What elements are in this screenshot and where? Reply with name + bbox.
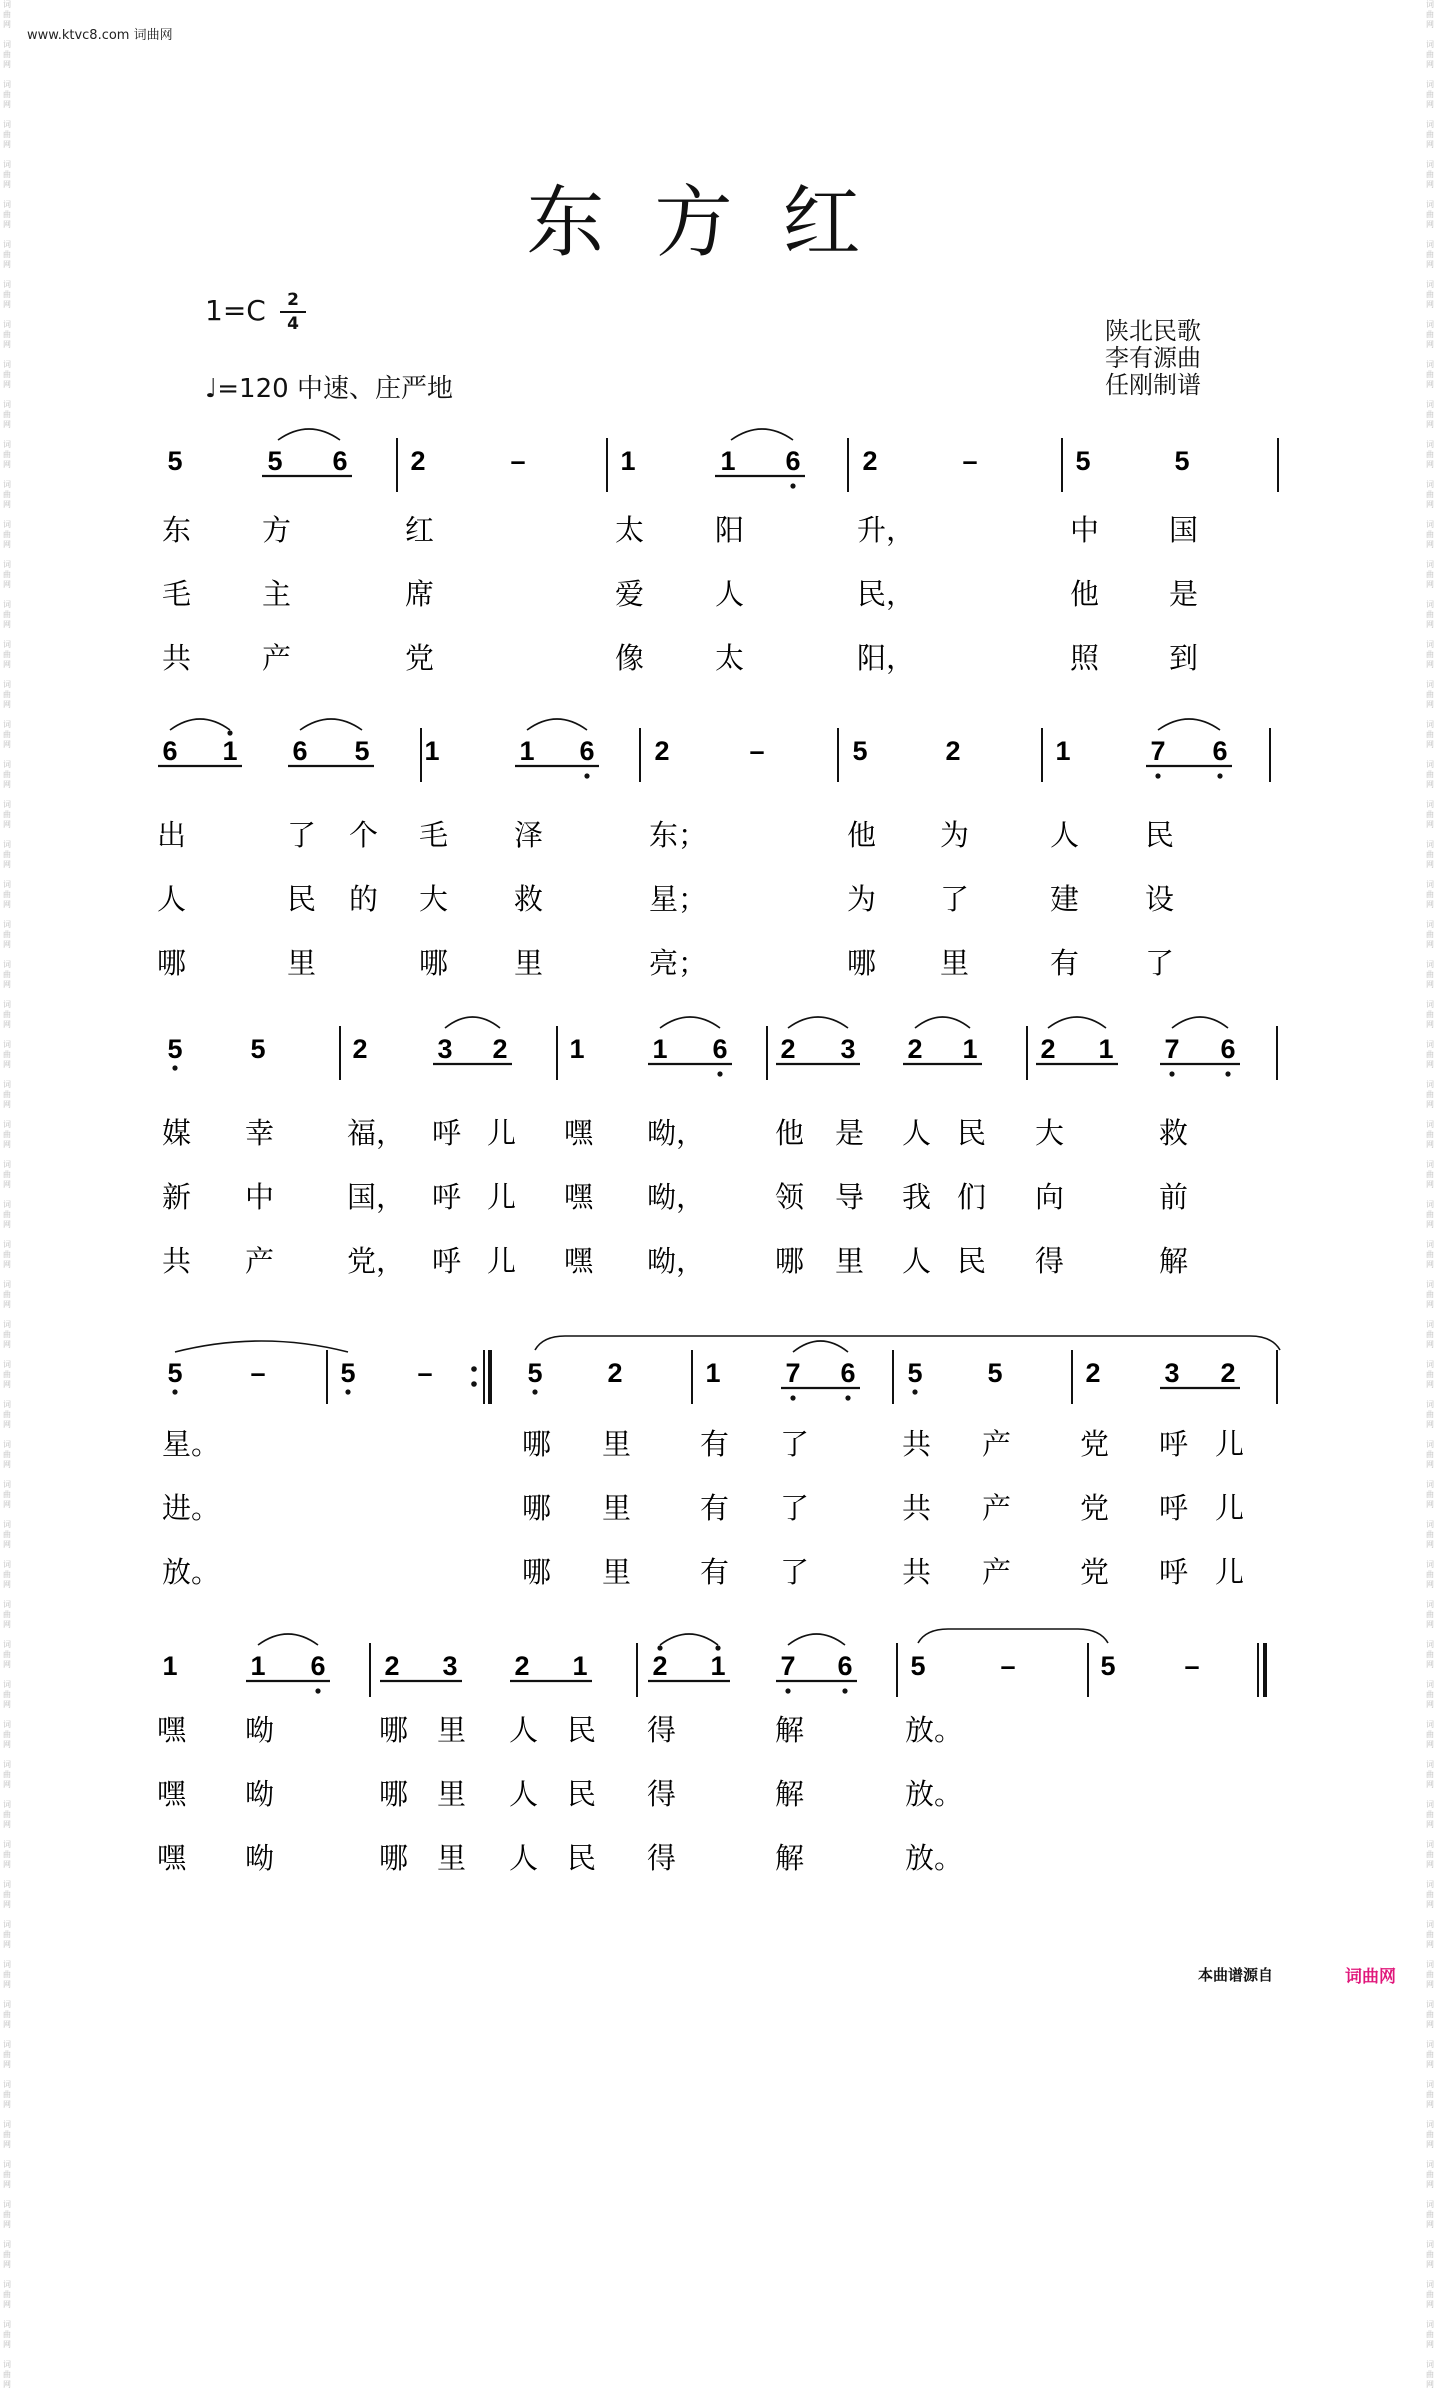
- lyric-syllable: 儿: [1215, 1555, 1245, 1589]
- lyric-syllable: 东；: [649, 818, 708, 852]
- lyric-syllable: 党: [1080, 1555, 1110, 1589]
- lyric-syllable: 哪: [847, 946, 877, 980]
- lyric-syllable: 国: [1169, 513, 1199, 547]
- lyric-syllable: 呦: [245, 1841, 275, 1875]
- octave-dot-low: [315, 1688, 320, 1693]
- slur: [915, 1017, 970, 1028]
- lyric-syllable: 嘿: [564, 1180, 594, 1214]
- lyric-syllable: 人: [509, 1777, 539, 1811]
- lyric-syllable: 里: [940, 946, 970, 980]
- lyric-syllable: 里: [437, 1713, 467, 1747]
- tie-arc: [535, 1336, 1280, 1350]
- watermark-left-stripe: 词 曲 网 词 曲 网 词 曲 网 词 曲 网 词 曲 网 词 曲 网 词 曲 网 词 曲 网 词 曲 网 词 曲 网 词 曲 网 词 曲 网 词 曲 网 词 曲 网 词 曲 网 词 曲 网 词 曲 网 词 曲 网 词 曲 网 词 曲 网 词 曲 网 词 曲 网 词 曲 网 词 曲 网 词 曲 网 词 曲 网 词 曲 网 词 曲 网 词 曲 网 词 曲 网 词 曲 网 词 曲 网 词 曲 网 词 曲 网 词 曲 网 词 曲 网 词 曲 网 词 曲 网 词 曲 网 词 曲 网 词 曲 网 词 曲 网 词 曲 网 词 曲 网 词 曲 网 词 曲 网 词 曲 网 词 曲 网 词 曲 网 词 曲 网 词 曲 网 词 曲 网 词 曲 网 词 曲 网 词 曲 网 词 曲 网 词 曲 网 词 曲 网 词 曲 网 词 曲 网: [3, 0, 11, 2389]
- note: 1: [572, 1651, 588, 1681]
- note: –: [1184, 1651, 1200, 1681]
- slur: [258, 1634, 318, 1645]
- note: 5: [167, 1358, 183, 1388]
- note: 2: [1220, 1358, 1236, 1388]
- lyric-syllable: 前: [1159, 1180, 1189, 1214]
- note: 2: [862, 446, 878, 476]
- key-signature: 1=C: [205, 294, 266, 327]
- repeat-dot: [471, 1381, 477, 1387]
- slur: [788, 1634, 845, 1645]
- lyric-syllable: 的: [349, 882, 379, 916]
- slur: [1158, 719, 1220, 730]
- lyric-syllable: 进。: [162, 1491, 221, 1525]
- lyric-syllable: 是: [1169, 577, 1199, 611]
- lyric-syllable: 哪: [775, 1244, 805, 1278]
- lyric-syllable: 阳: [715, 513, 745, 547]
- slur: [731, 429, 793, 440]
- lyric-syllable: 解: [1159, 1244, 1189, 1278]
- lyric-syllable: 为: [847, 882, 877, 916]
- lyric-syllable: 民，: [857, 577, 916, 611]
- lyric-syllable: 共: [162, 641, 192, 675]
- lyric-syllable: 里: [287, 946, 317, 980]
- lyric-syllable: 席: [405, 577, 435, 611]
- site-header[interactable]: www.ktvc8.com 词曲网: [27, 28, 173, 43]
- lyric-syllable: 得: [1035, 1244, 1065, 1278]
- lyric-syllable: 呼: [432, 1244, 462, 1278]
- note: 5: [354, 736, 370, 766]
- lyric-syllable: 亮；: [649, 946, 708, 980]
- lyric-syllable: 共: [902, 1491, 932, 1525]
- lyric-syllable: 了: [940, 882, 970, 916]
- lyric-syllable: 民: [567, 1713, 597, 1747]
- lyric-syllable: 我: [902, 1180, 932, 1214]
- credit-origin: 陕北民歌: [1105, 317, 1201, 345]
- note: 5: [340, 1358, 356, 1388]
- time-signature-top: 2: [287, 290, 299, 310]
- note: –: [962, 446, 978, 476]
- note: 7: [1164, 1034, 1180, 1064]
- lyric-syllable: 哪: [522, 1491, 552, 1525]
- lyric-syllable: 得: [647, 1713, 677, 1747]
- lyric-syllable: 星；: [649, 882, 708, 916]
- lyric-syllable: 嘿: [157, 1713, 187, 1747]
- lyric-syllable: 呦，: [647, 1244, 706, 1278]
- note: 2: [1085, 1358, 1101, 1388]
- lyric-syllable: 解: [775, 1713, 805, 1747]
- lyric-syllable: 哪: [379, 1777, 409, 1811]
- lyric-syllable: 里: [437, 1841, 467, 1875]
- octave-dot-low: [584, 773, 589, 778]
- lyric-syllable: 共: [902, 1427, 932, 1461]
- slur: [788, 1017, 848, 1028]
- lyric-syllable: 太: [715, 641, 745, 675]
- lyric-syllable: 媒: [162, 1116, 192, 1150]
- note: 2: [352, 1034, 368, 1064]
- note: 1: [1055, 736, 1071, 766]
- note: 5: [987, 1358, 1003, 1388]
- slur: [300, 719, 362, 730]
- lyric-syllable: 救: [1159, 1116, 1189, 1150]
- lyric-syllable: 哪: [522, 1555, 552, 1589]
- note: 3: [437, 1034, 453, 1064]
- note: 5: [1075, 446, 1091, 476]
- note: 1: [424, 736, 440, 766]
- note: 3: [442, 1651, 458, 1681]
- lyric-syllable: 产: [982, 1555, 1012, 1589]
- lyric-syllable: 个: [349, 818, 379, 852]
- note: 1: [710, 1651, 726, 1681]
- lyric-syllable: 产: [262, 641, 292, 675]
- lyric-syllable: 有: [1050, 946, 1080, 980]
- lyric-syllable: 他: [1070, 577, 1100, 611]
- lyric-syllable: 他: [775, 1116, 805, 1150]
- note: 1: [250, 1651, 266, 1681]
- lyric-syllable: 得: [647, 1841, 677, 1875]
- note: 5: [527, 1358, 543, 1388]
- lyric-syllable: 哪: [522, 1427, 552, 1461]
- lyric-syllable: 解: [775, 1841, 805, 1875]
- footer-source-label: 本曲谱源自: [1198, 1966, 1274, 1984]
- lyric-syllable: 导: [835, 1180, 865, 1214]
- note: 5: [1174, 446, 1190, 476]
- octave-dot-low: [1217, 773, 1222, 778]
- note: 2: [780, 1034, 796, 1064]
- lyric-syllable: 大: [419, 882, 449, 916]
- lyric-syllable: 儿: [487, 1116, 517, 1150]
- lyric-syllable: 人: [509, 1713, 539, 1747]
- octave-dot-low: [790, 1395, 795, 1400]
- lyric-syllable: 放。: [905, 1777, 964, 1811]
- lyric-syllable: 民: [567, 1777, 597, 1811]
- tempo-text: =120 中速、庄严地: [217, 374, 453, 404]
- octave-dot-low: [172, 1389, 177, 1394]
- lyric-syllable: 爱: [615, 577, 645, 611]
- lyric-syllable: 党: [1080, 1427, 1110, 1461]
- watermark-right-stripe: 词 曲 网 词 曲 网 词 曲 网 词 曲 网 词 曲 网 词 曲 网 词 曲 网 词 曲 网 词 曲 网 词 曲 网 词 曲 网 词 曲 网 词 曲 网 词 曲 网 词 曲 网 词 曲 网 词 曲 网 词 曲 网 词 曲 网 词 曲 网 词 曲 网 词 曲 网 词 曲 网 词 曲 网 词 曲 网 词 曲 网 词 曲 网 词 曲 网 词 曲 网 词 曲 网 词 曲 网 词 曲 网 词 曲 网 词 曲 网 词 曲 网 词 曲 网 词 曲 网 词 曲 网 词 曲 网 词 曲 网 词 曲 网 词 曲 网 词 曲 网 词 曲 网 词 曲 网 词 曲 网 词 曲 网 词 曲 网 词 曲 网 词 曲 网 词 曲 网 词 曲 网 词 曲 网 词 曲 网 词 曲 网 词 曲 网 词 曲 网 词 曲 网 词 曲 网 词 曲 网: [1426, 0, 1434, 2389]
- lyric-syllable: 毛: [419, 818, 449, 852]
- note: 2: [410, 446, 426, 476]
- note: 1: [162, 1651, 178, 1681]
- lyric-syllable: 幸: [245, 1116, 275, 1150]
- lyric-syllable: 儿: [1215, 1491, 1245, 1525]
- octave-dot-low: [790, 483, 795, 488]
- note: 6: [1212, 736, 1228, 766]
- note: 1: [705, 1358, 721, 1388]
- lyric-syllable: 呼: [1159, 1491, 1189, 1525]
- note: 3: [1164, 1358, 1180, 1388]
- lyric-syllable: 里: [602, 1491, 632, 1525]
- lyric-syllable: 人: [157, 882, 187, 916]
- lyric-syllable: 了: [287, 818, 317, 852]
- note: 1: [962, 1034, 978, 1064]
- lyric-syllable: 哪: [157, 946, 187, 980]
- lyric-syllable: 里: [835, 1244, 865, 1278]
- lyric-syllable: 呼: [1159, 1555, 1189, 1589]
- lyric-syllable: 党: [1080, 1491, 1110, 1525]
- note: 6: [712, 1034, 728, 1064]
- lyric-syllable: 民: [957, 1116, 987, 1150]
- lyric-syllable: 民: [957, 1244, 987, 1278]
- credit-transcriber: 任刚制谱: [1105, 371, 1201, 399]
- octave-dot-high: [227, 730, 232, 735]
- quarter-note-icon: ♩: [205, 374, 218, 404]
- note: 2: [384, 1651, 400, 1681]
- lyric-syllable: 党，: [347, 1244, 406, 1278]
- lyric-syllable: 东: [162, 513, 192, 547]
- note: 2: [492, 1034, 508, 1064]
- octave-dot-low: [845, 1395, 850, 1400]
- lyric-syllable: 里: [602, 1555, 632, 1589]
- lyric-syllable: 领: [775, 1180, 805, 1214]
- lyric-syllable: 里: [437, 1777, 467, 1811]
- note: 6: [332, 446, 348, 476]
- note: 2: [945, 736, 961, 766]
- note: 1: [569, 1034, 585, 1064]
- lyric-syllable: 太: [615, 513, 645, 547]
- note: 5: [907, 1358, 923, 1388]
- lyric-syllable: 设: [1145, 882, 1175, 916]
- lyric-syllable: 到: [1169, 641, 1199, 675]
- note: 6: [292, 736, 308, 766]
- slur: [175, 1341, 348, 1352]
- note: 6: [837, 1651, 853, 1681]
- lyric-syllable: 人: [902, 1244, 932, 1278]
- lyric-syllable: 呦，: [647, 1180, 706, 1214]
- note: 5: [852, 736, 868, 766]
- lyric-syllable: 产: [982, 1491, 1012, 1525]
- note: –: [250, 1358, 266, 1388]
- note: 1: [222, 736, 238, 766]
- octave-dot-low: [717, 1071, 722, 1076]
- note: 1: [652, 1034, 668, 1064]
- credit-composer: 李有源曲: [1105, 344, 1201, 372]
- lyric-syllable: 了: [780, 1555, 810, 1589]
- note: 5: [250, 1034, 266, 1064]
- octave-dot-low: [842, 1688, 847, 1693]
- repeat-dot: [471, 1366, 477, 1372]
- lyric-syllable: 解: [775, 1777, 805, 1811]
- note: 5: [167, 446, 183, 476]
- note: –: [1000, 1651, 1016, 1681]
- octave-dot-low: [172, 1065, 177, 1070]
- lyric-syllable: 大: [1035, 1116, 1065, 1150]
- lyric-syllable: 呼: [432, 1116, 462, 1150]
- note: 6: [1220, 1034, 1236, 1064]
- note: –: [749, 736, 765, 766]
- note: 1: [1098, 1034, 1114, 1064]
- lyric-syllable: 放。: [905, 1713, 964, 1747]
- lyric-syllable: 人: [715, 577, 745, 611]
- lyric-syllable: 有: [700, 1491, 730, 1525]
- note: 6: [310, 1651, 326, 1681]
- note: 6: [579, 736, 595, 766]
- note: 5: [167, 1034, 183, 1064]
- note: 1: [519, 736, 535, 766]
- slur: [660, 1634, 718, 1645]
- lyric-syllable: 升，: [857, 513, 916, 547]
- note: 2: [607, 1358, 623, 1388]
- lyric-syllable: 共: [162, 1244, 192, 1278]
- lyric-syllable: 新: [162, 1180, 192, 1214]
- score-system-5: [157, 1629, 1265, 1875]
- lyric-syllable: 像: [615, 641, 645, 675]
- note: 5: [267, 446, 283, 476]
- score-system-4: [162, 1336, 1280, 1589]
- note: 2: [652, 1651, 668, 1681]
- time-signature-bottom: 4: [287, 314, 299, 334]
- lyric-syllable: 向: [1035, 1180, 1065, 1214]
- lyric-syllable: 儿: [1215, 1427, 1245, 1461]
- lyric-syllable: 里: [514, 946, 544, 980]
- note: 1: [720, 446, 736, 476]
- lyric-syllable: 人: [509, 1841, 539, 1875]
- slur: [1048, 1017, 1106, 1028]
- note: 5: [910, 1651, 926, 1681]
- lyric-syllable: 泽: [514, 818, 544, 852]
- lyric-syllable: 放。: [162, 1555, 221, 1589]
- lyric-syllable: 有: [700, 1555, 730, 1589]
- note: 7: [1150, 736, 1166, 766]
- lyric-syllable: 了: [1145, 946, 1175, 980]
- lyric-syllable: 中: [245, 1180, 275, 1214]
- lyric-syllable: 是: [835, 1116, 865, 1150]
- note: 2: [1040, 1034, 1056, 1064]
- octave-dot-low: [345, 1389, 350, 1394]
- lyric-syllable: 为: [940, 818, 970, 852]
- lyric-syllable: 哪: [379, 1713, 409, 1747]
- octave-dot-high: [657, 1645, 662, 1650]
- note: 2: [514, 1651, 530, 1681]
- lyric-syllable: 嘿: [157, 1841, 187, 1875]
- lyric-syllable: 国，: [347, 1180, 406, 1214]
- octave-dot-high: [715, 1645, 720, 1650]
- lyric-syllable: 儿: [487, 1244, 517, 1278]
- footer-logo[interactable]: 词曲网: [1345, 1967, 1396, 1987]
- lyric-syllable: 呦: [245, 1713, 275, 1747]
- lyric-syllable: 嘿: [564, 1244, 594, 1278]
- lyric-syllable: 救: [514, 882, 544, 916]
- note: 7: [780, 1651, 796, 1681]
- note: 6: [785, 446, 801, 476]
- note: 3: [840, 1034, 856, 1064]
- lyric-syllable: 呼: [1159, 1427, 1189, 1461]
- lyric-syllable: 嘿: [157, 1777, 187, 1811]
- lyric-syllable: 里: [602, 1427, 632, 1461]
- octave-dot-low: [912, 1389, 917, 1394]
- lyric-syllable: 人: [1050, 818, 1080, 852]
- octave-dot-low: [1225, 1071, 1230, 1076]
- lyric-syllable: 呦: [245, 1777, 275, 1811]
- slur: [170, 719, 230, 730]
- lyric-syllable: 他: [847, 818, 877, 852]
- lyric-syllable: 方: [262, 513, 292, 547]
- note: 2: [654, 736, 670, 766]
- lyric-syllable: 们: [957, 1180, 987, 1214]
- lyric-syllable: 福，: [347, 1116, 406, 1150]
- lyric-syllable: 得: [647, 1777, 677, 1811]
- note: –: [510, 446, 526, 476]
- note: 2: [907, 1034, 923, 1064]
- score-system-2: [157, 719, 1270, 980]
- lyric-syllable: 哪: [419, 946, 449, 980]
- lyric-syllable: 民: [287, 882, 317, 916]
- note: 5: [1100, 1651, 1116, 1681]
- lyric-syllable: 哪: [379, 1841, 409, 1875]
- score-system-3: [162, 1017, 1277, 1278]
- slur: [445, 1017, 500, 1028]
- octave-dot-low: [785, 1688, 790, 1693]
- note: 6: [840, 1358, 856, 1388]
- slur: [793, 1341, 848, 1352]
- lyric-syllable: 主: [262, 577, 292, 611]
- octave-dot-low: [1169, 1071, 1174, 1076]
- song-title: 东方红: [526, 178, 911, 268]
- lyric-syllable: 儿: [487, 1180, 517, 1214]
- tie-arc: [918, 1629, 1108, 1643]
- lyric-syllable: 了: [780, 1427, 810, 1461]
- octave-dot-low: [532, 1389, 537, 1394]
- lyric-syllable: 照: [1070, 641, 1100, 675]
- note: –: [417, 1358, 433, 1388]
- lyric-syllable: 呦，: [647, 1116, 706, 1150]
- note: 1: [620, 446, 636, 476]
- lyric-syllable: 毛: [162, 577, 192, 611]
- lyric-syllable: 红: [405, 513, 435, 547]
- lyric-syllable: 阳，: [857, 641, 916, 675]
- slur: [1172, 1017, 1228, 1028]
- octave-dot-low: [1155, 773, 1160, 778]
- lyric-syllable: 建: [1050, 882, 1080, 916]
- lyric-syllable: 民: [1145, 818, 1175, 852]
- note: 7: [785, 1358, 801, 1388]
- lyric-syllable: 了: [780, 1491, 810, 1525]
- slur: [660, 1017, 720, 1028]
- lyric-syllable: 民: [567, 1841, 597, 1875]
- lyric-syllable: 星。: [162, 1427, 221, 1461]
- lyric-syllable: 产: [245, 1244, 275, 1278]
- slur: [278, 429, 340, 440]
- lyric-syllable: 共: [902, 1555, 932, 1589]
- score-system-1: [162, 429, 1278, 675]
- lyric-syllable: 放。: [905, 1841, 964, 1875]
- lyric-syllable: 人: [902, 1116, 932, 1150]
- slur: [527, 719, 587, 730]
- lyric-syllable: 出: [157, 818, 187, 852]
- lyric-syllable: 党: [405, 641, 435, 675]
- note: 6: [162, 736, 178, 766]
- lyric-syllable: 有: [700, 1427, 730, 1461]
- lyric-syllable: 呼: [432, 1180, 462, 1214]
- lyric-syllable: 嘿: [564, 1116, 594, 1150]
- lyric-syllable: 中: [1070, 513, 1100, 547]
- lyric-syllable: 产: [982, 1427, 1012, 1461]
